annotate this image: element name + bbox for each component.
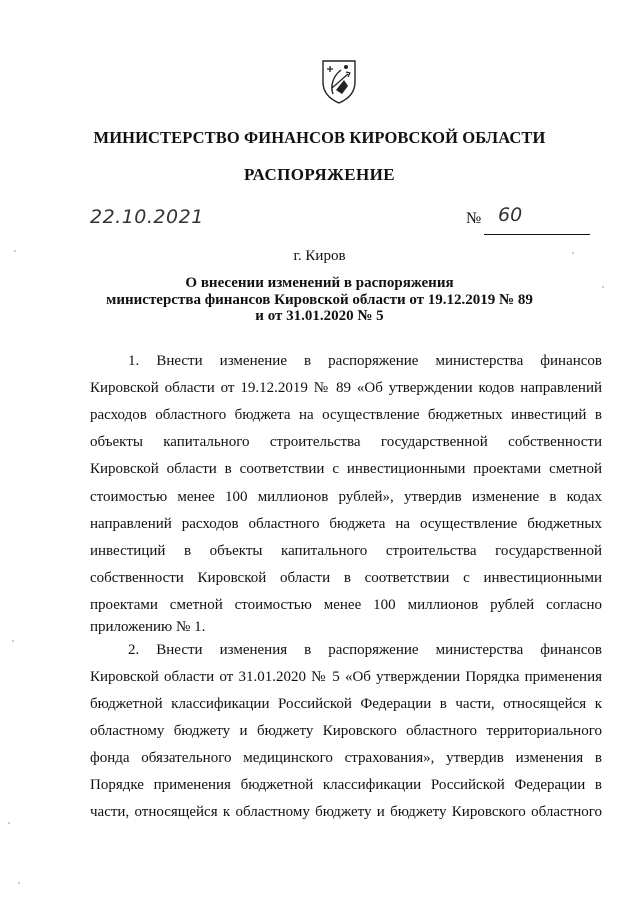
- body-line: Порядке применения бюджетной классификации Российской Федерации в: [90, 777, 602, 793]
- body-line: стоимостью менее 100 миллионов рублей», утвердив изменение в кодах: [90, 489, 602, 505]
- document-subject: [0, 275, 639, 325]
- subject-line: О внесении изменений в распоряжения: [185, 275, 454, 291]
- coat-of-arms-icon: [320, 58, 358, 104]
- body-line: 1. Внести изменение в распоряжение министерства финансов: [128, 353, 602, 369]
- body-line: Кировской области от 19.12.2019 № 89 «Об утверждении кодов направлений: [90, 380, 602, 396]
- body-line: расходов областного бюджета на осуществление бюджетных инвестиций в: [90, 407, 602, 423]
- document-type: РАСПОРЯЖЕНИЕ: [244, 165, 395, 184]
- body-line: собственности Кировской области в соответствии с инвестиционными: [90, 570, 602, 586]
- body-line: фонда обязательного медицинского страхования», утвердив изменения в: [90, 750, 602, 766]
- body-line: бюджетной классификации Российской Федерации в части, относящейся к: [90, 696, 602, 712]
- subject-line: и от 31.01.2020 № 5: [255, 308, 384, 324]
- ministry-title: МИНИСТЕРСТВО ФИНАНСОВ КИРОВСКОЙ ОБЛАСТИ: [93, 128, 546, 147]
- body-line: объекты капитального строительства государственной собственности: [90, 434, 602, 450]
- scan-speck: [8, 822, 10, 824]
- scan-speck: [12, 640, 14, 642]
- body-line: 2. Внести изменения в распоряжение министерства финансов: [128, 642, 602, 658]
- scan-speck: [572, 252, 574, 254]
- body-line: Кировской области от 31.01.2020 № 5 «Об утверждении Порядка применения: [90, 669, 602, 685]
- body-line: направлений расходов областного бюджета на осуществление бюджетных: [90, 516, 602, 532]
- body-line: проектами сметной стоимостью менее 100 миллионов рублей согласно: [90, 597, 602, 613]
- body-line: областному бюджету и бюджету Кировского областного территориального: [90, 723, 602, 739]
- body-line: приложению № 1.: [90, 619, 206, 635]
- body-line: инвестиций в объекты капитального строительства государственной: [90, 543, 602, 559]
- subject-line: министерства финансов Кировской области от 19.12.2019 № 89: [106, 291, 533, 308]
- body-line: Кировской области в соответствии с инвестиционными проектами сметной: [90, 461, 602, 477]
- scan-speck: [14, 250, 16, 252]
- number-underline: [484, 234, 590, 235]
- city: г. Киров: [293, 248, 346, 264]
- scan-speck: [18, 882, 20, 884]
- handwritten-number: 60: [498, 204, 523, 226]
- scan-speck: [602, 286, 604, 288]
- handwritten-date: 22.10.2021: [90, 206, 204, 228]
- body-line: части, относящейся к областному бюджету и бюджету Кировского областного: [90, 804, 602, 820]
- number-label: №: [466, 210, 482, 227]
